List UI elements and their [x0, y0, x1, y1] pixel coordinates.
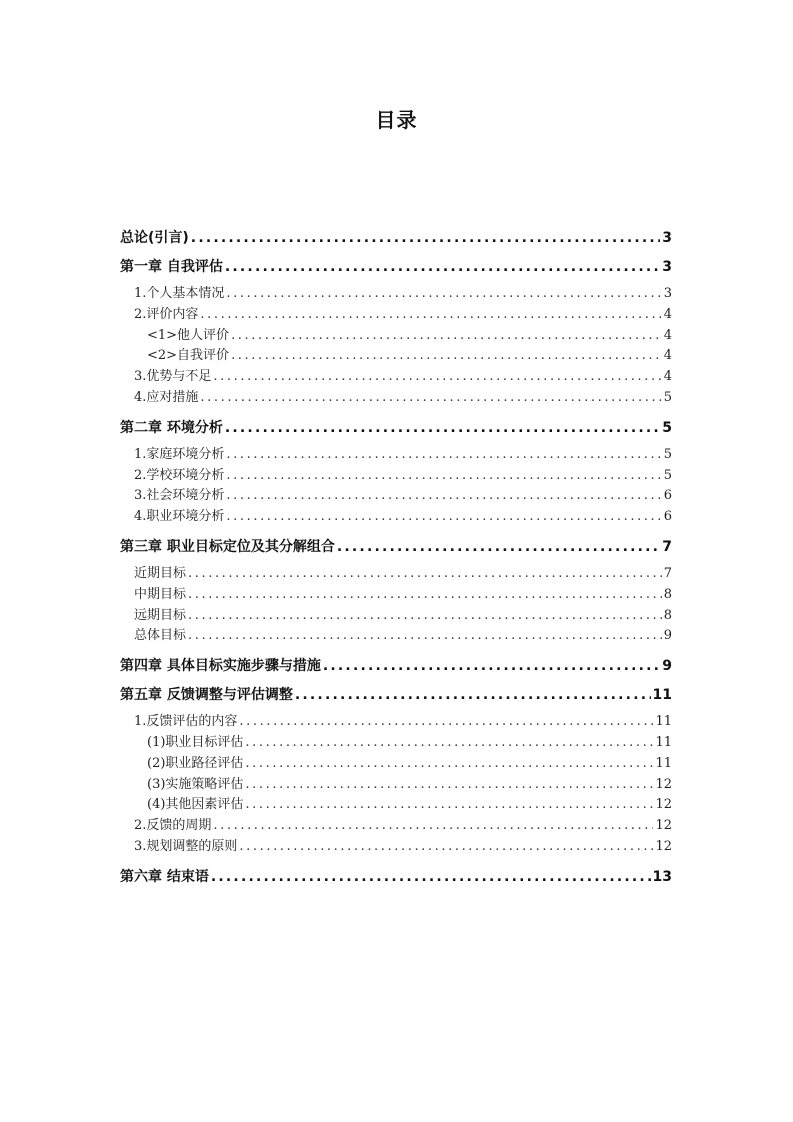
toc-dot-leader [295, 685, 651, 705]
toc-entry-page-number: 4 [663, 348, 672, 364]
toc-entry-page-number: 5 [662, 419, 672, 436]
toc-dot-leader [191, 228, 660, 248]
toc-entry-page-number: 11 [655, 734, 672, 750]
toc-dot-leader [213, 816, 653, 837]
toc-entry-page-number: 4 [663, 369, 672, 385]
toc-entry-page-number: 6 [663, 488, 672, 504]
toc-entry[interactable] [120, 656, 672, 676]
toc-entry[interactable] [120, 486, 672, 507]
table-of-contents [120, 228, 672, 894]
toc-entry-label: 3.优势与不足 [134, 369, 212, 385]
toc-entry[interactable] [120, 537, 672, 557]
toc-entry[interactable] [120, 507, 672, 528]
toc-dot-leader [231, 346, 662, 367]
toc-dot-leader [188, 564, 662, 585]
toc-entry[interactable] [120, 795, 672, 816]
toc-entry-label: 1.个人基本情况 [134, 286, 225, 301]
toc-entry-label: 第一章 自我评估 [120, 259, 223, 275]
toc-dot-leader [200, 305, 661, 326]
toc-entry[interactable] [120, 733, 672, 754]
toc-dot-leader [226, 466, 661, 487]
toc-entry-label: (3)实施策略评估 [147, 776, 244, 792]
toc-dot-leader [231, 326, 662, 347]
page-title: 目录 [375, 108, 418, 132]
toc-entry-page-number: 7 [662, 538, 672, 555]
toc-entry-page-number: 4 [663, 306, 672, 322]
toc-entry-page-number: 6 [663, 509, 672, 525]
toc-entry[interactable] [120, 775, 672, 796]
toc-dot-leader [226, 486, 661, 507]
toc-entry-page-number: 3 [662, 259, 672, 275]
toc-entry-page-number: 3 [662, 230, 672, 246]
toc-dot-leader [239, 837, 653, 858]
toc-dot-leader [226, 507, 661, 528]
toc-entry-label: 总体目标 [134, 628, 187, 644]
toc-entry[interactable] [120, 754, 672, 775]
toc-entry-label: 第五章 反馈调整与评估调整 [120, 687, 293, 704]
toc-entry[interactable] [120, 367, 672, 388]
toc-dot-leader [239, 712, 653, 733]
toc-dot-leader [213, 367, 661, 388]
toc-entry-label: 2.学校环境分析 [134, 467, 225, 483]
toc-entry-label: 2.评价内容 [134, 306, 199, 322]
toc-entry-label: 中期目标 [134, 586, 187, 602]
toc-entry-page-number: 8 [663, 586, 672, 602]
toc-entry-label: (2)职业路径评估 [147, 755, 244, 771]
toc-entry-page-number: 7 [663, 565, 672, 581]
toc-entry-page-number: 9 [662, 658, 672, 675]
toc-entry[interactable] [120, 564, 672, 585]
toc-entry-page-number: 11 [652, 687, 672, 704]
toc-entry[interactable] [120, 388, 672, 409]
toc-entry[interactable] [120, 284, 672, 305]
toc-entry[interactable] [120, 585, 672, 606]
toc-entry-page-number: 12 [655, 797, 672, 813]
toc-entry-label: 4.应对措施 [134, 389, 199, 405]
toc-entry[interactable] [120, 867, 672, 887]
toc-entry[interactable] [120, 712, 672, 733]
toc-entry[interactable] [120, 606, 672, 627]
toc-entry-label: 1.反馈评估的内容 [134, 714, 238, 730]
toc-entry-page-number: 12 [655, 818, 672, 834]
toc-entry-page-number: 9 [663, 628, 672, 644]
toc-entry[interactable] [120, 326, 672, 347]
toc-dot-leader [225, 257, 660, 277]
toc-entry-page-number: 5 [663, 467, 672, 483]
toc-entry[interactable] [120, 418, 672, 438]
toc-entry-page-number: 11 [655, 755, 672, 771]
toc-entry[interactable] [120, 837, 672, 858]
toc-entry-page-number: 5 [663, 389, 672, 405]
toc-entry-label: 第六章 结束语 [120, 868, 209, 885]
toc-entry[interactable] [120, 346, 672, 367]
toc-dot-leader [245, 733, 653, 754]
toc-entry[interactable] [120, 626, 672, 647]
toc-entry-label: 第四章 具体目标实施步骤与措施 [120, 658, 321, 675]
toc-dot-leader [323, 656, 660, 676]
toc-entry[interactable] [120, 816, 672, 837]
toc-dot-leader [226, 284, 661, 305]
toc-dot-leader [337, 537, 660, 557]
toc-entry-label: 4.职业环境分析 [134, 509, 225, 525]
toc-entry-label: 总论(引言) [120, 230, 189, 246]
toc-entry[interactable] [120, 445, 672, 466]
toc-entry-label: <1>他人评价 [147, 327, 230, 343]
toc-entry-label: <2>自我评价 [147, 348, 230, 364]
toc-entry-label: 第三章 职业目标定位及其分解组合 [120, 538, 335, 555]
toc-entry-label: 近期目标 [134, 565, 187, 581]
toc-dot-leader [245, 795, 653, 816]
toc-dot-leader [188, 585, 662, 606]
toc-entry[interactable] [120, 685, 672, 705]
toc-entry[interactable] [120, 305, 672, 326]
toc-dot-leader [188, 606, 662, 627]
toc-entry[interactable] [120, 466, 672, 487]
toc-dot-leader [245, 754, 653, 775]
toc-entry-label: 3.规划调整的原则 [134, 838, 238, 854]
toc-entry-label: 远期目标 [134, 607, 187, 623]
toc-entry-page-number: 12 [655, 838, 672, 854]
toc-entry-label: 第二章 环境分析 [120, 419, 223, 436]
toc-dot-leader [245, 775, 653, 796]
toc-entry-label: 3.社会环境分析 [134, 488, 225, 504]
toc-entry-page-number: 11 [655, 714, 672, 730]
toc-dot-leader [188, 626, 662, 647]
toc-dot-leader [200, 388, 661, 409]
toc-entry-page-number: 8 [663, 607, 672, 623]
toc-entry[interactable] [120, 257, 672, 277]
toc-dot-leader [225, 418, 660, 438]
toc-entry-page-number: 5 [663, 446, 672, 462]
toc-entry[interactable] [120, 228, 672, 248]
toc-entry-page-number: 3 [663, 286, 672, 301]
toc-entry-label: (4)其他因素评估 [147, 797, 244, 813]
toc-entry-page-number: 12 [655, 776, 672, 792]
toc-entry-label: (1)职业目标评估 [147, 734, 244, 750]
toc-entry-page-number: 4 [663, 327, 672, 343]
toc-entry-label: 1.家庭环境分析 [134, 446, 225, 462]
toc-entry-page-number: 13 [652, 868, 672, 885]
toc-entry-label: 2.反馈的周期 [134, 818, 212, 834]
toc-dot-leader [211, 867, 651, 887]
toc-dot-leader [226, 445, 661, 466]
